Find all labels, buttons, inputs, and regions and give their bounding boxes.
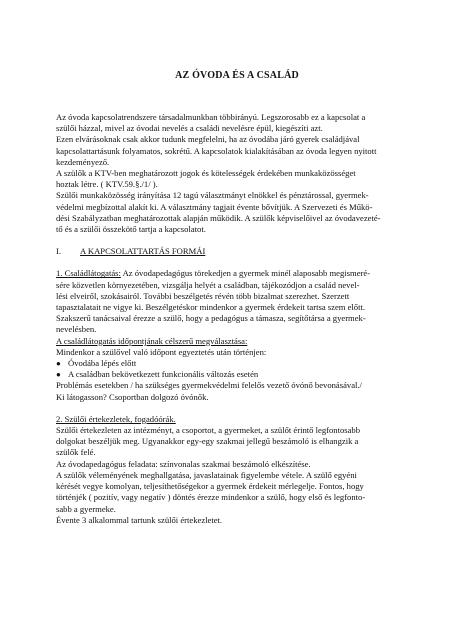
text-line: Az óvodapedagógus feladata: színvonalas szakmai beszámoló elkészítése. xyxy=(56,458,311,469)
text-line: kezdeményező. xyxy=(56,156,110,167)
bullet-icon: ● xyxy=(56,359,61,369)
list-item: ● A családban bekövetkezett funkcionális változás esetén xyxy=(56,369,259,380)
text-line: kapcsolattartásunk folyamatos, sokrétű. A kapcsolatok kialakításában az óvoda legyen nyitott xyxy=(56,145,377,156)
text-line: A szülők a KTV-ben meghatározott jogok és kötelességek érdekében munkaközösséget xyxy=(56,168,356,179)
intro-paragraph xyxy=(56,112,428,235)
document-title: AZ ÓVODA ÉS A CSALÁD xyxy=(175,70,299,81)
text-line: Az óvoda kapcsolatrendszere társadalmunkban többirányú. Legszorosabb ez a kapcsolat a xyxy=(56,112,366,122)
text-line: tő és a szülői összekötő tartja a kapcsolatot. xyxy=(56,224,206,235)
text-line: sabb a gyermeke. xyxy=(56,503,116,514)
item-label: 1. Családlátogatás: xyxy=(56,268,121,279)
text-line: védelmi megbízottal alakít ki. A választmány tagjait évente bővítjük. A Szervezeti és Műkö- xyxy=(56,201,373,212)
text-line: történjék ( pozitív, vagy negatív ) döntés érezze mindenkor a szülő, hogy első és legfonto- xyxy=(56,492,366,503)
text-line: Mindenkor a szülővel való időpont egyeztetés után történjen: xyxy=(56,346,267,357)
item-parent-meetings xyxy=(56,414,428,526)
bullet-icon: ● xyxy=(56,370,61,380)
text-line: Problémás esetekben / ha szükséges gyermekvédelmi felelős vezető óvónő bevonásával./ xyxy=(56,380,362,391)
section-title: A KAPCSOLATTARTÁS FORMÁI xyxy=(80,246,206,257)
text-line: A szülők véleményének meghallgatása, javaslatainak figyelembe vétele. A szülő egyéni xyxy=(56,469,357,480)
section-number: I. xyxy=(56,246,62,257)
text-line: nevelésben. xyxy=(56,324,97,335)
text-line: szülői házzal, mivel az óvodai nevelés a családi nevelésre épül, kiegészíti azt. xyxy=(56,123,323,134)
text-line: tapasztalatait ne vigye ki. Beszélgetéskor mindenkor a gyermek érdekeit tartsa szem előtt. xyxy=(56,302,366,313)
text-line: dolgokat beszéljük meg. Ugyanakkor egy-egy szakmai jellegű beszámoló is elhangzik a xyxy=(56,436,359,447)
item-text: Az óvodapedagógus törekedjen a gyermek minél alaposabb megismeré- xyxy=(120,268,371,279)
text-line: Szülői munkaközösség irányítása 12 tagú választmányt elnökkel és pénztárossal, gyermek- xyxy=(56,190,369,201)
text-line: hoztak létre. ( KTV.59.§./1/ ). xyxy=(56,179,158,190)
text-line: Ki látogasson? Csoportban dolgozó óvónők. xyxy=(56,391,209,402)
text-line: kérését vegye komolyan, teljesíthetőségekor a gyermek érdekeit mérlegelje. Fontos, hogy xyxy=(56,481,364,492)
text-line: Szakszerű tanácsaival érezze a szülő, hogy a pedagógus a támasza, segítőtársa a gyermek- xyxy=(56,313,366,324)
text-line: Ezen elvárásoknak csak akkor tudunk megfelelni, ha az óvodába járó gyerek családjával xyxy=(56,134,360,145)
text-line: dési Szabályzatban meghatározottak alapján működik. A szülők képviselőivel az óvodavezeté- xyxy=(56,212,381,223)
text-line xyxy=(56,268,428,279)
list-item: ● Óvodába lépés előtt xyxy=(56,358,137,369)
text-line: lési elveiről, szokásairól. További beszélgetés révén több bizalmat szerezhet. Szerzett xyxy=(56,290,350,301)
text-line: szülők felé. xyxy=(56,447,96,458)
subheading: A családlátogatás időpontjának célszerű megválasztása: xyxy=(56,335,248,346)
text-line: Szülői értekezleten az intézményt, a csoportot, a gyermeket, a szülőt érintő legfontosabb xyxy=(56,425,361,436)
item-family-visit xyxy=(56,268,428,335)
document-body xyxy=(56,112,428,526)
text-line: Évente 3 alkalommal tartunk szülői értekezletet. xyxy=(56,514,223,525)
text-line: sére közvetlen környezetében, vizsgálja helyét a családban, tájékozódjon a család nevel- xyxy=(56,279,360,290)
item-label: 2. Szülői értekezletek, fogadóórák. xyxy=(56,413,176,424)
section-heading xyxy=(56,246,428,257)
visit-timing xyxy=(56,336,428,403)
